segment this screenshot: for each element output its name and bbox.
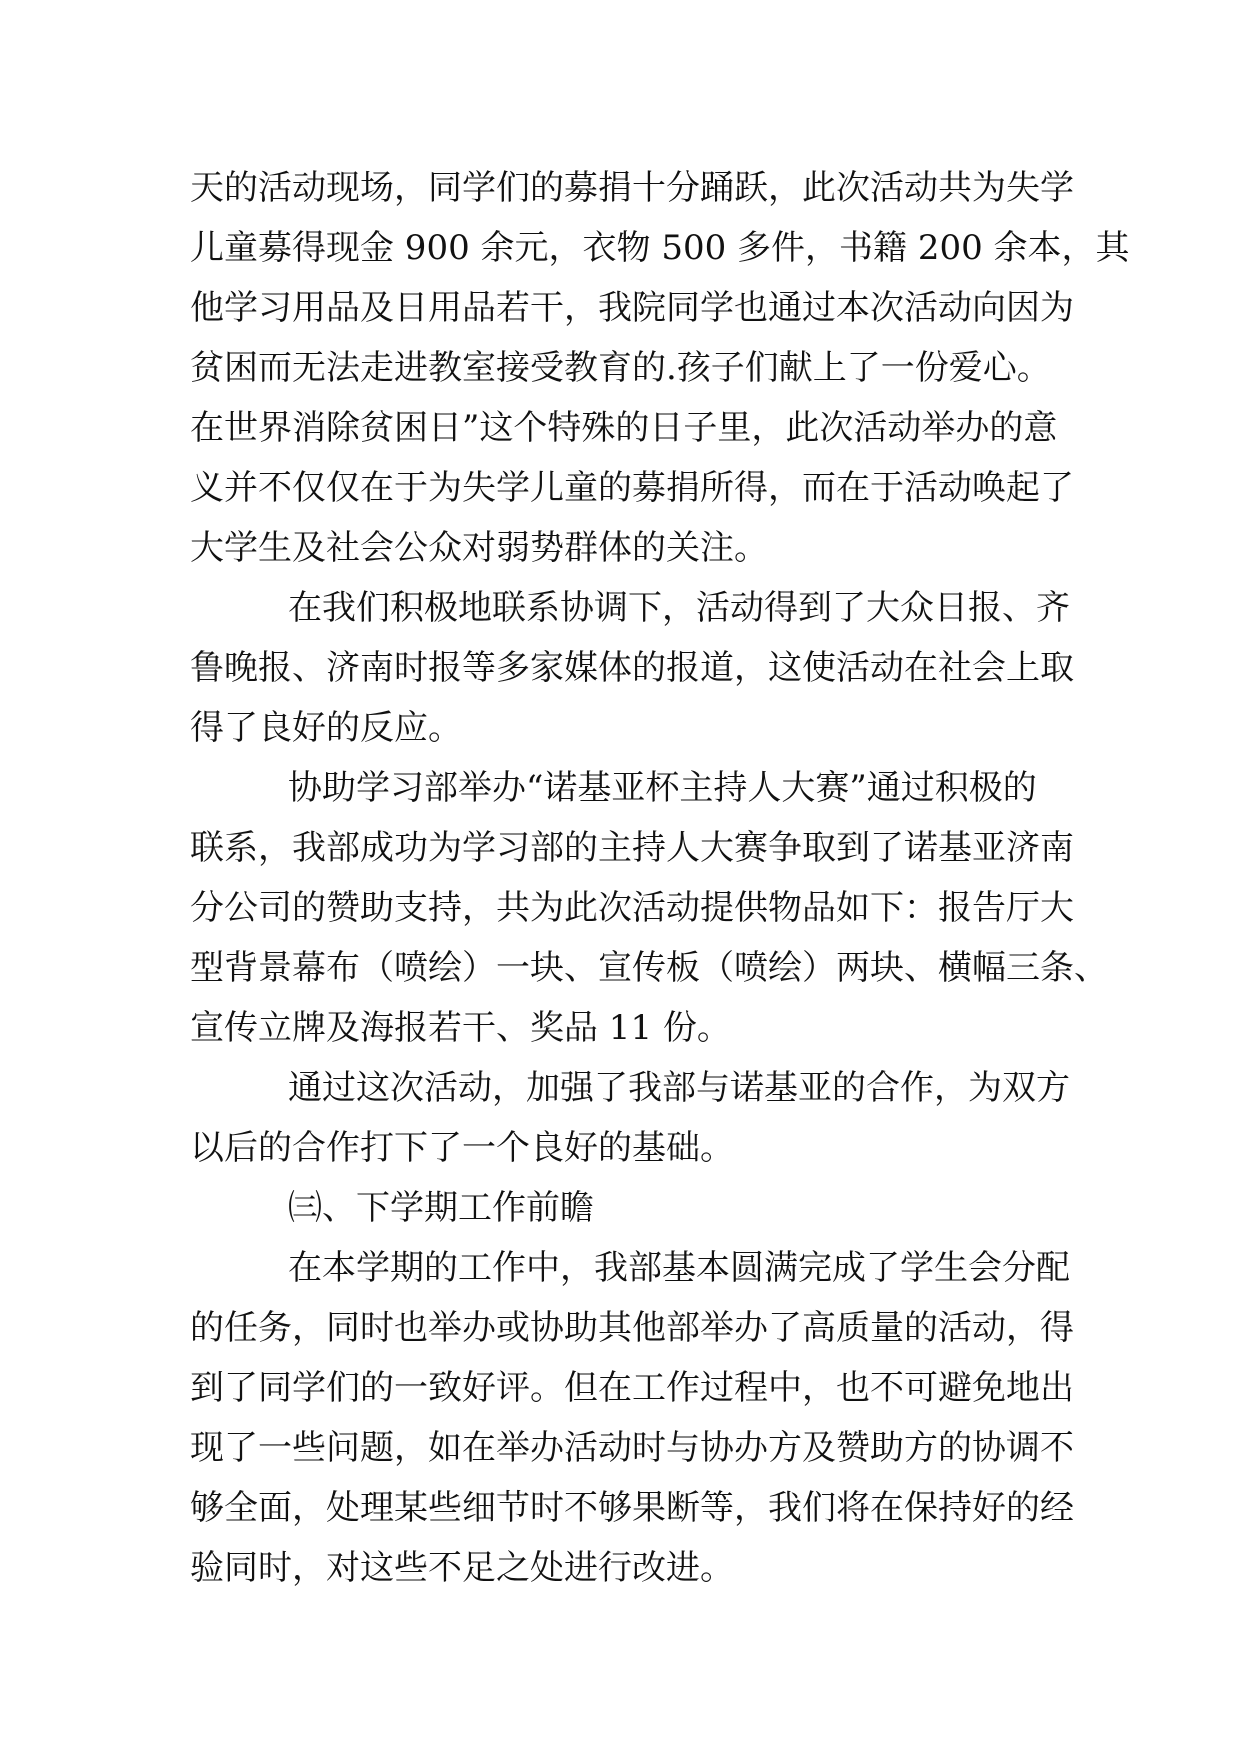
text-line: 儿童募得现金 900 余元，衣物 500 多件，书籍 200 余本，其	[190, 228, 1130, 268]
document-body	[190, 158, 1130, 1598]
text-line: 他学习用品及日用品若干，我院同学也通过本次活动向因为	[190, 288, 1074, 328]
text-line: 宣传立牌及海报若干、奖品 11 份。	[190, 1008, 731, 1048]
paragraph-first-line: 通过这次活动，加强了我部与诺基亚的合作，为双方	[288, 1068, 1070, 1108]
text-line: 分公司的赞助支持，共为此次活动提供物品如下：报告厅大	[190, 888, 1074, 928]
text-line: 在世界消除贫困日”这个特殊的日子里，此次活动举办的意	[190, 408, 1058, 448]
section-heading: ㈢、下学期工作前瞻	[288, 1188, 594, 1228]
text-line: 天的活动现场，同学们的募捐十分踊跃，此次活动共为失学	[190, 168, 1074, 208]
text-line: 现了一些问题，如在举办活动时与协办方及赞助方的协调不	[190, 1428, 1074, 1468]
text-line: 的任务，同时也举办或协助其他部举办了高质量的活动，得	[190, 1308, 1074, 1348]
text-line: 验同时，对这些不足之处进行改进。	[190, 1548, 734, 1588]
text-line: 到了同学们的一致好评。但在工作过程中，也不可避免地出	[190, 1368, 1074, 1408]
text-line: 义并不仅仅在于为失学儿童的募捐所得，而在于活动唤起了	[190, 468, 1074, 508]
text-line: 以后的合作打下了一个良好的基础。	[190, 1128, 734, 1168]
text-line: 够全面，处理某些细节时不够果断等，我们将在保持好的经	[190, 1488, 1074, 1528]
text-line: 联系，我部成功为学习部的主持人大赛争取到了诺基亚济南	[190, 828, 1074, 868]
text-line: 型背景幕布（喷绘）一块、宣传板（喷绘）两块、横幅三条、	[190, 948, 1108, 988]
text-line: 贫困而无法走进教室接受教育的.孩子们献上了一份爱心。	[190, 348, 1051, 388]
paragraph-first-line: 在我们积极地联系协调下，活动得到了大众日报、齐	[288, 588, 1070, 628]
text-line: 鲁晚报、济南时报等多家媒体的报道，这使活动在社会上取	[190, 648, 1074, 688]
paragraph-first-line: 在本学期的工作中，我部基本圆满完成了学生会分配	[288, 1248, 1070, 1288]
text-line: 得了良好的反应。	[190, 708, 462, 748]
paragraph-first-line: 协助学习部举办“诺基亚杯主持人大赛”通过积极的	[288, 768, 1037, 808]
text-line: 大学生及社会公众对弱势群体的关注。	[190, 528, 768, 568]
